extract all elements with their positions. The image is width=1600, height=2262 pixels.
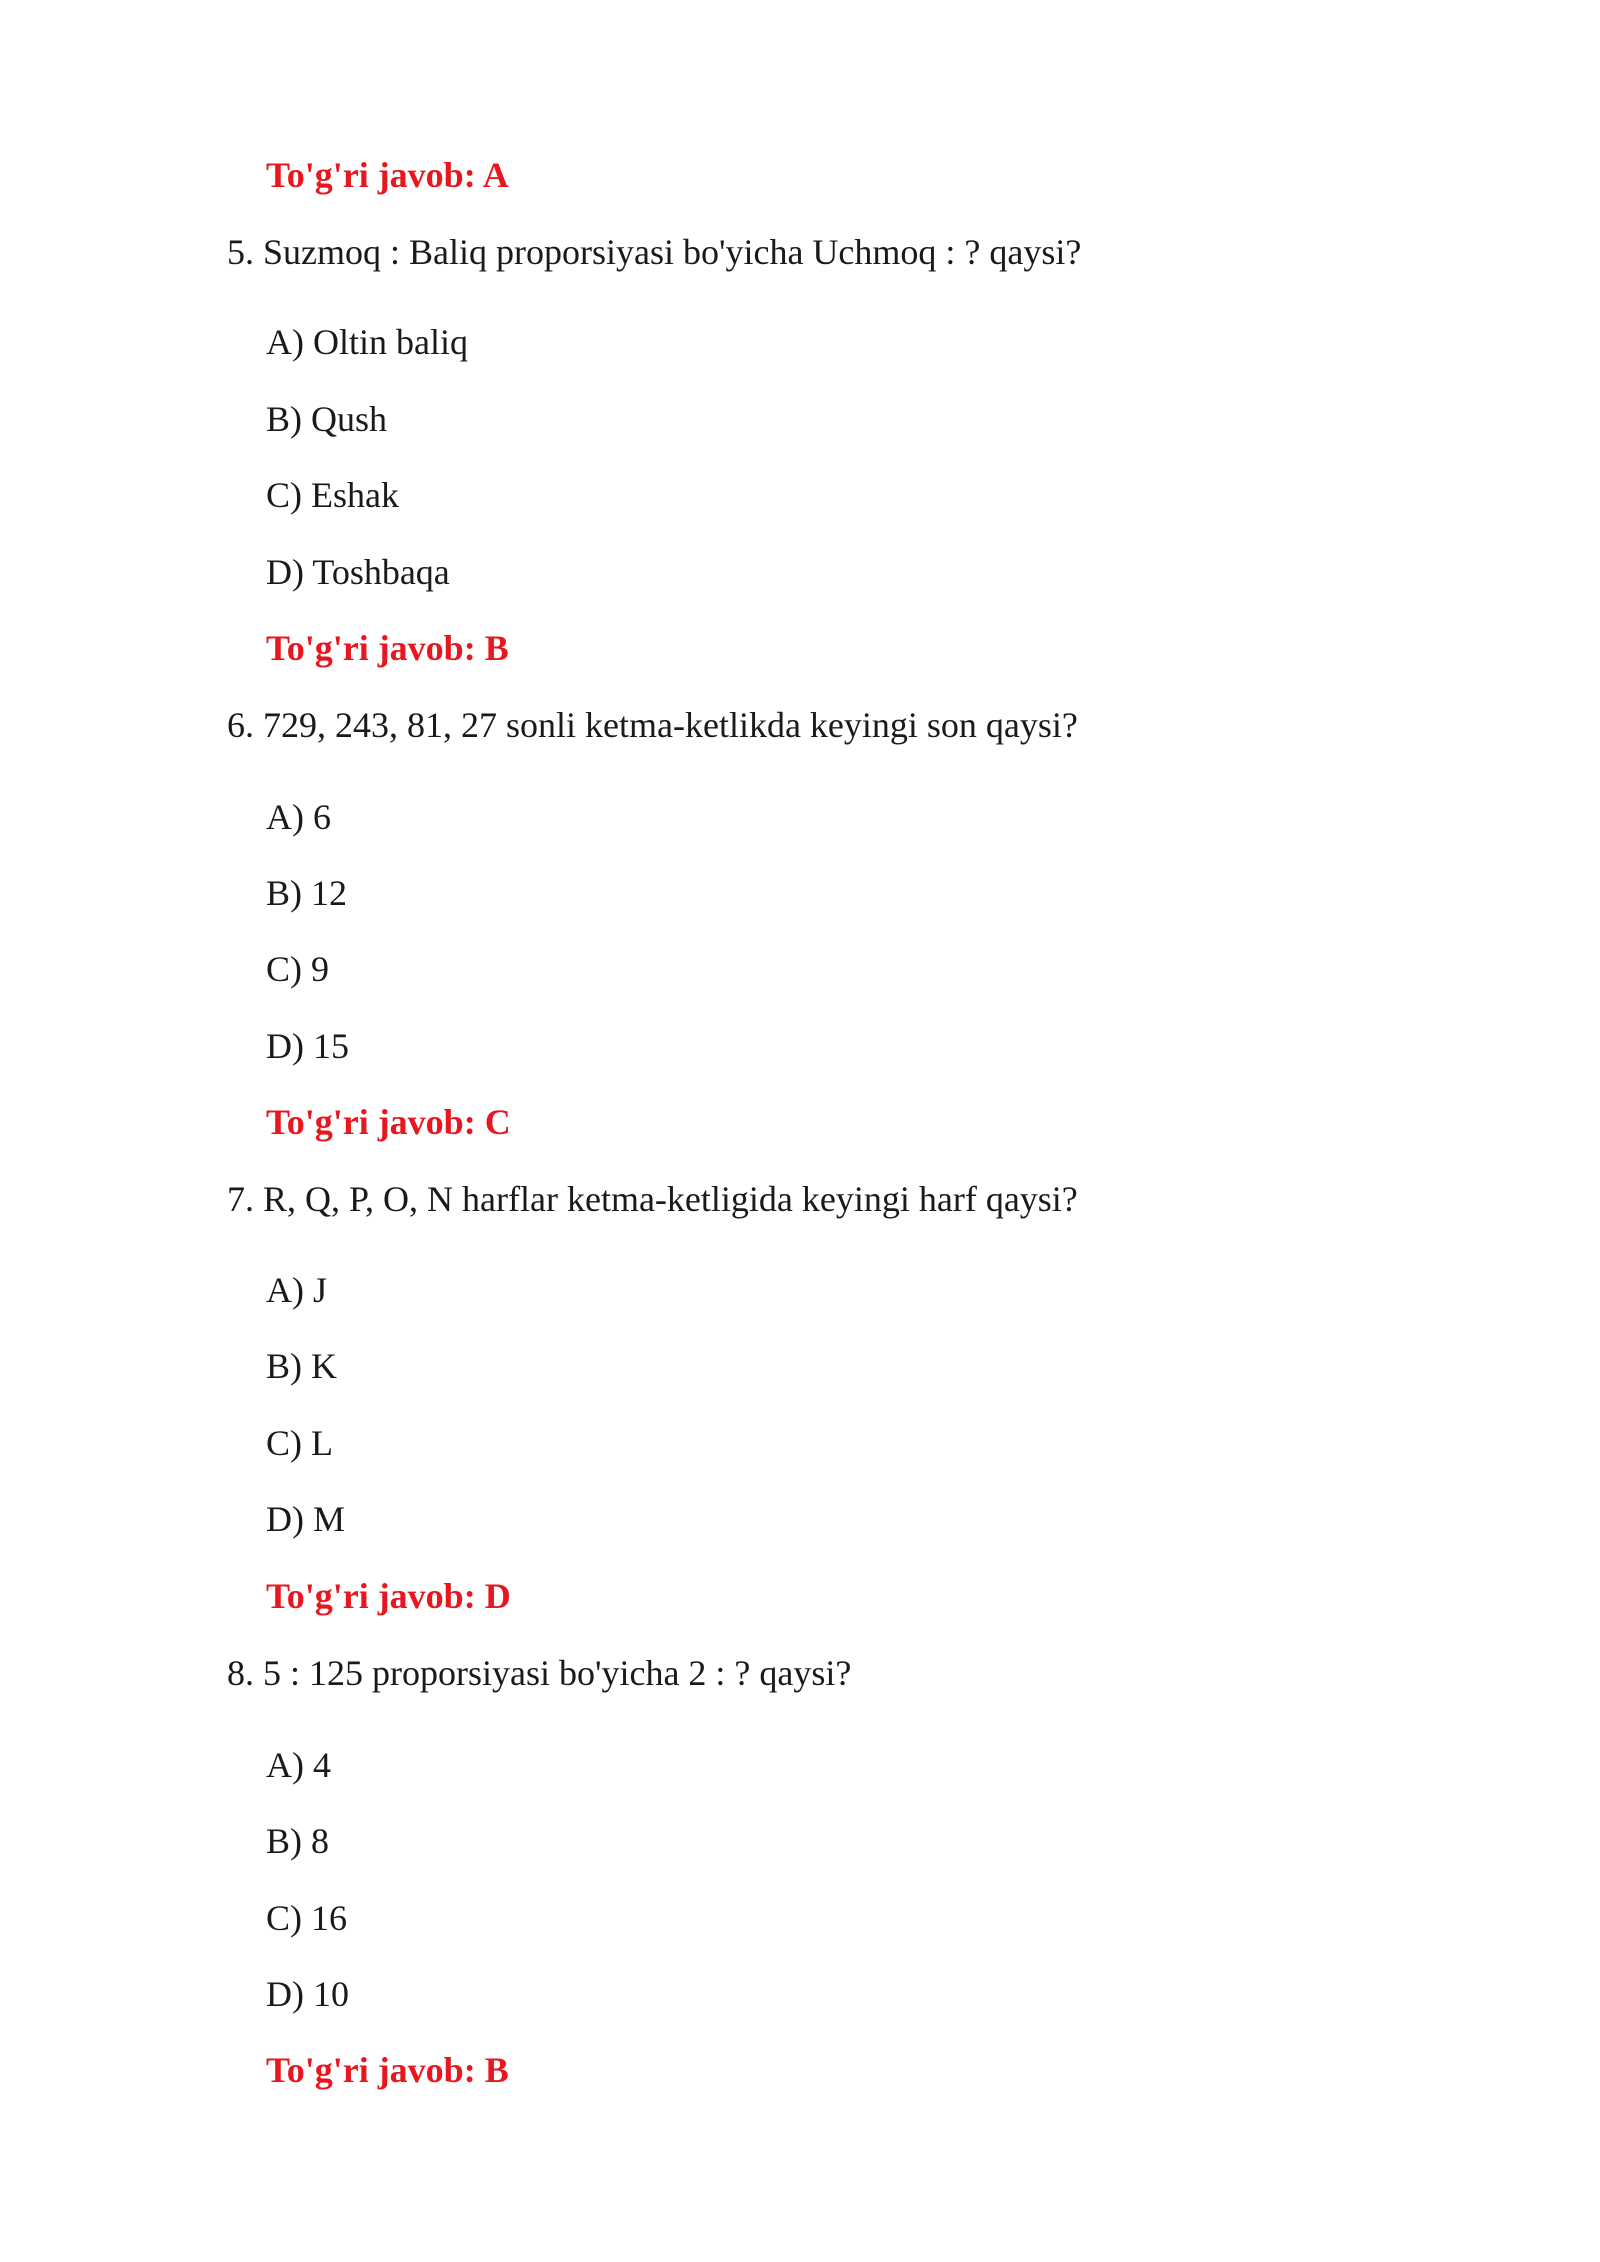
question-5-option-a: A) Oltin baliq (266, 322, 468, 362)
correct-answer-4: To'g'ri javob: A (266, 155, 509, 195)
question-6-option-a: A) 6 (266, 797, 331, 837)
question-6-option-d: D) 15 (266, 1026, 349, 1066)
question-8-option-d: D) 10 (266, 1974, 349, 2014)
correct-answer-5: To'g'ri javob: B (266, 628, 509, 668)
question-5-option-d: D) Toshbaqa (266, 552, 450, 592)
question-7-option-d: D) M (266, 1499, 345, 1539)
question-5: 5. Suzmoq : Baliq proporsiyasi bo'yicha Uchmoq : ? qaysi? (227, 232, 1082, 272)
correct-answer-6: To'g'ri javob: C (266, 1102, 511, 1142)
correct-answer-7: To'g'ri javob: D (266, 1576, 511, 1616)
question-5-option-b: B) Qush (266, 399, 388, 439)
question-7-option-b: B) K (266, 1346, 337, 1386)
question-7-option-a: A) J (266, 1270, 327, 1310)
question-5-option-c: C) Eshak (266, 475, 399, 515)
question-7-option-c: C) L (266, 1423, 333, 1463)
question-6: 6. 729, 243, 81, 27 sonli ketma-ketlikda keyingi son qaysi? (227, 705, 1078, 745)
question-6-option-c: C) 9 (266, 949, 329, 989)
question-6-option-b: B) 12 (266, 873, 347, 913)
question-8: 8. 5 : 125 proporsiyasi bo'yicha 2 : ? qaysi? (227, 1653, 852, 1693)
correct-answer-8: To'g'ri javob: B (266, 2050, 509, 2090)
question-8-option-c: C) 16 (266, 1898, 347, 1938)
question-7: 7. R, Q, P, O, N harflar ketma-ketligida keyingi harf qaysi? (227, 1179, 1078, 1219)
question-8-option-a: A) 4 (266, 1745, 331, 1785)
question-8-option-b: B) 8 (266, 1821, 329, 1861)
